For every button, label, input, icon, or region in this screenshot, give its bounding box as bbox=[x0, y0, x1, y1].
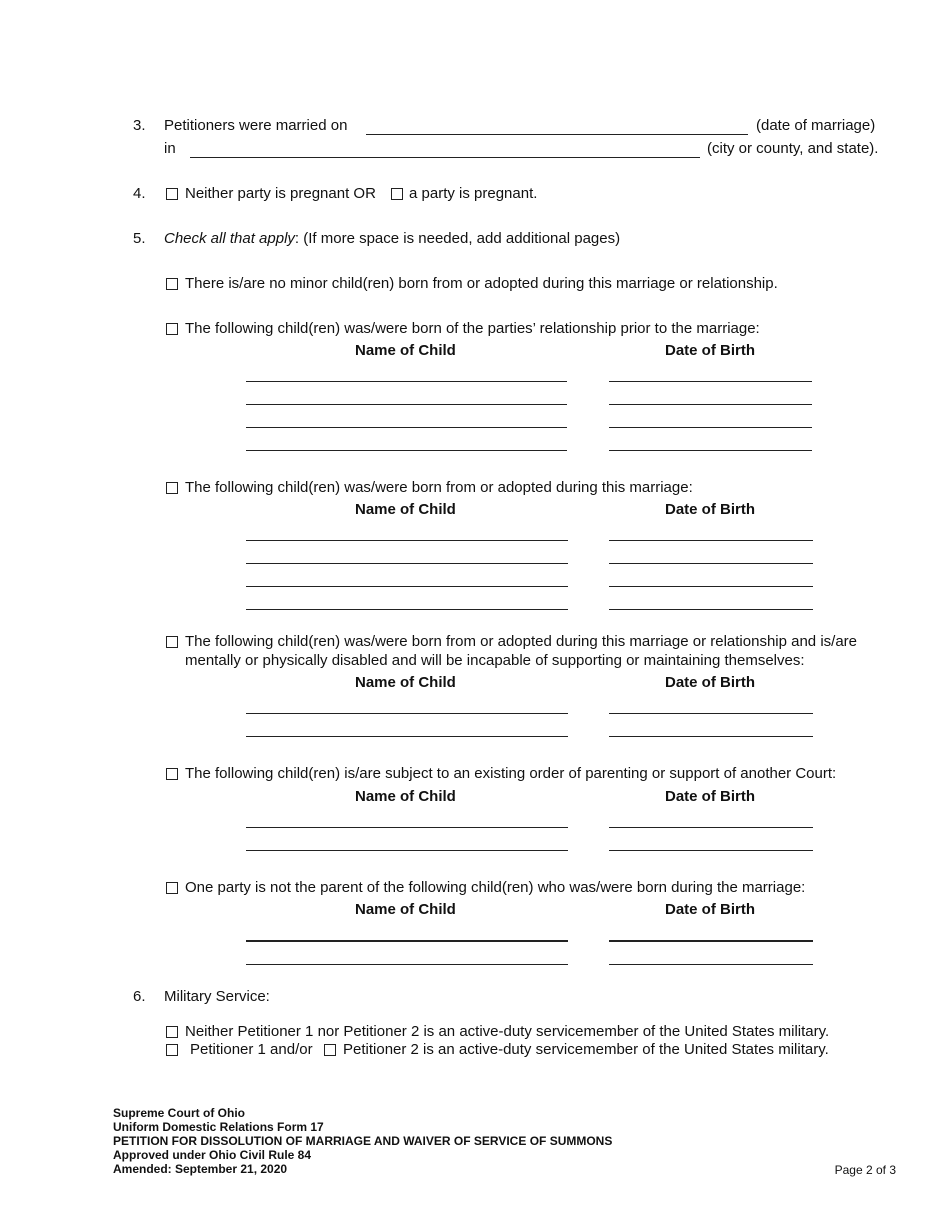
child-name-field[interactable] bbox=[246, 940, 568, 942]
date-of-birth-header: Date of Birth bbox=[665, 674, 755, 691]
child-dob-field[interactable] bbox=[609, 827, 813, 828]
footer-form-number: Uniform Domestic Relations Form 17 bbox=[113, 1120, 324, 1134]
petitioner-2-military-label: Petitioner 2 is an active-duty servicemember of the United States military. bbox=[343, 1041, 829, 1058]
footer-amended-date: Amended: September 21, 2020 bbox=[113, 1162, 288, 1176]
name-of-child-header: Name of Child bbox=[355, 901, 456, 918]
child-name-field[interactable] bbox=[246, 736, 568, 737]
child-dob-field[interactable] bbox=[609, 586, 813, 587]
in-label: in bbox=[164, 140, 176, 157]
item-6-number: 6. bbox=[133, 988, 146, 1005]
date-of-birth-header: Date of Birth bbox=[665, 501, 755, 518]
footer-approval: Approved under Ohio Civil Rule 84 bbox=[113, 1148, 312, 1162]
item-3-number: 3. bbox=[133, 117, 146, 134]
item-5-intro bbox=[164, 230, 620, 247]
not-parent-label: One party is not the parent of the following child(ren) who was/were born during the marriage: bbox=[185, 879, 806, 896]
military-service-title: Military Service: bbox=[164, 988, 270, 1005]
child-name-field[interactable] bbox=[246, 586, 568, 587]
child-dob-field[interactable] bbox=[609, 609, 813, 610]
check-all-rest: : (If more space is needed, add additional pages) bbox=[294, 230, 621, 247]
form-footer bbox=[113, 1106, 612, 1176]
name-of-child-header: Name of Child bbox=[355, 342, 456, 359]
party-pregnant-checkbox[interactable] bbox=[391, 188, 403, 200]
child-name-field[interactable] bbox=[246, 563, 568, 564]
neither-military-label: Neither Petitioner 1 nor Petitioner 2 is an active-duty servicemember of the United States military. bbox=[185, 1023, 830, 1040]
footer-court: Supreme Court of Ohio bbox=[113, 1106, 245, 1120]
date-of-marriage-field[interactable] bbox=[366, 134, 748, 135]
date-of-birth-header: Date of Birth bbox=[665, 342, 755, 359]
footer-form-title: PETITION FOR DISSOLUTION OF MARRIAGE AND WAIVER OF SERVICE OF SUMMONS bbox=[113, 1134, 613, 1148]
prior-marriage-label: The following child(ren) was/were born of the parties’ relationship prior to the marriage: bbox=[185, 320, 760, 337]
party-pregnant-label: a party is pregnant. bbox=[409, 185, 538, 202]
child-name-field[interactable] bbox=[246, 827, 568, 828]
no-children-checkbox[interactable] bbox=[166, 278, 178, 290]
child-dob-field[interactable] bbox=[609, 964, 813, 965]
petitioner-1-military-checkbox[interactable] bbox=[166, 1044, 178, 1056]
name-of-child-header: Name of Child bbox=[355, 674, 456, 691]
name-of-child-header: Name of Child bbox=[355, 501, 456, 518]
page-number: Page 2 of 3 bbox=[834, 1163, 896, 1177]
date-of-birth-header: Date of Birth bbox=[665, 788, 755, 805]
disabled-children-label-line2: mentally or physically disabled and will be incapable of supporting or maintaining themselves: bbox=[185, 652, 805, 669]
child-name-field[interactable] bbox=[246, 540, 568, 541]
neither-pregnant-label: Neither party is pregnant OR bbox=[185, 185, 376, 202]
child-name-field[interactable] bbox=[246, 964, 568, 965]
child-name-field[interactable] bbox=[246, 713, 568, 714]
existing-order-label: The following child(ren) is/are subject to an existing order of parenting or support of another Court: bbox=[185, 765, 837, 782]
child-dob-field[interactable] bbox=[609, 381, 812, 382]
child-name-field[interactable] bbox=[246, 850, 568, 851]
child-dob-field[interactable] bbox=[609, 850, 813, 851]
date-of-birth-header: Date of Birth bbox=[665, 901, 755, 918]
child-name-field[interactable] bbox=[246, 427, 567, 428]
petitioner-2-military-checkbox[interactable] bbox=[324, 1044, 336, 1056]
child-dob-field[interactable] bbox=[609, 404, 812, 405]
existing-order-checkbox[interactable] bbox=[166, 768, 178, 780]
petitioner-1-military-label: Petitioner 1 and/or bbox=[190, 1041, 313, 1058]
item-5-number: 5. bbox=[133, 230, 146, 247]
date-of-marriage-hint: (date of marriage) bbox=[756, 117, 876, 134]
during-marriage-label: The following child(ren) was/were born from or adopted during this marriage: bbox=[185, 479, 693, 496]
place-of-marriage-field[interactable] bbox=[190, 157, 700, 158]
child-name-field[interactable] bbox=[246, 404, 567, 405]
disabled-children-label-line1: The following child(ren) was/were born from or adopted during this marriage or relationship and is/are bbox=[185, 633, 857, 650]
neither-pregnant-checkbox[interactable] bbox=[166, 188, 178, 200]
child-name-field[interactable] bbox=[246, 450, 567, 451]
not-parent-checkbox[interactable] bbox=[166, 882, 178, 894]
child-dob-field[interactable] bbox=[609, 940, 813, 942]
item-4-number: 4. bbox=[133, 185, 146, 202]
child-dob-field[interactable] bbox=[609, 713, 813, 714]
child-dob-field[interactable] bbox=[609, 736, 813, 737]
child-dob-field[interactable] bbox=[609, 563, 813, 564]
married-on-label: Petitioners were married on bbox=[164, 117, 348, 134]
child-dob-field[interactable] bbox=[609, 427, 812, 428]
child-dob-field[interactable] bbox=[609, 450, 812, 451]
prior-marriage-checkbox[interactable] bbox=[166, 323, 178, 335]
during-marriage-checkbox[interactable] bbox=[166, 482, 178, 494]
child-name-field[interactable] bbox=[246, 381, 567, 382]
disabled-children-checkbox[interactable] bbox=[166, 636, 178, 648]
name-of-child-header: Name of Child bbox=[355, 788, 456, 805]
neither-military-checkbox[interactable] bbox=[166, 1026, 178, 1038]
child-name-field[interactable] bbox=[246, 609, 568, 610]
no-children-label: There is/are no minor child(ren) born from or adopted during this marriage or relationship. bbox=[185, 275, 778, 292]
check-all-italic: Check all that apply bbox=[164, 230, 295, 247]
child-dob-field[interactable] bbox=[609, 540, 813, 541]
place-of-marriage-hint: (city or county, and state). bbox=[707, 140, 879, 157]
